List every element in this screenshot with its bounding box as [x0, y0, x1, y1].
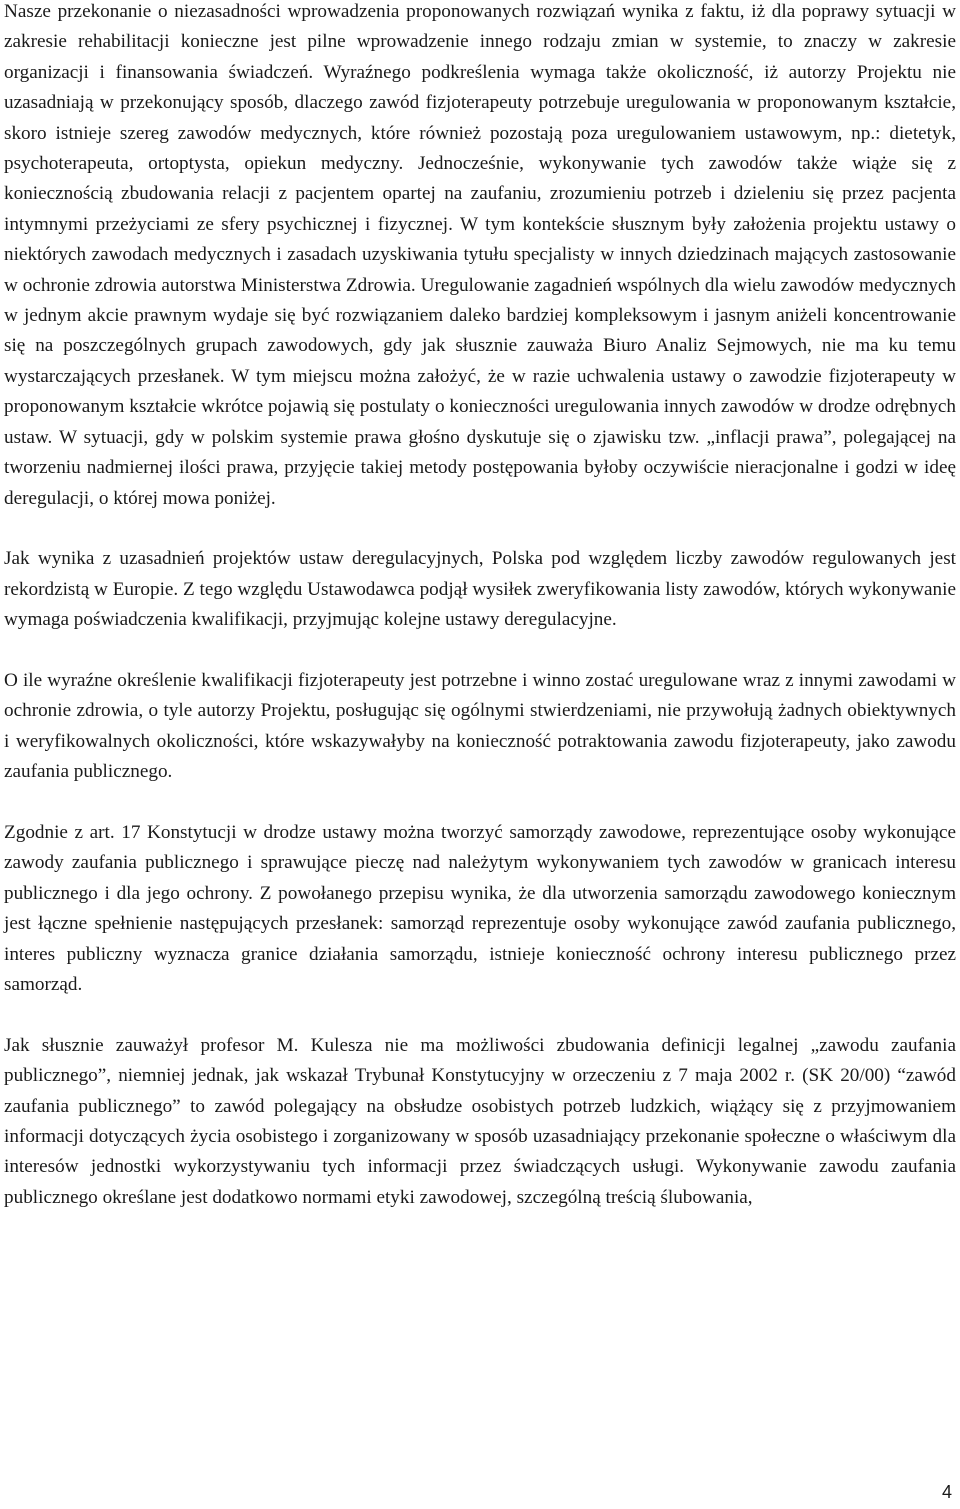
page-number: 4 [941, 1482, 952, 1502]
paragraph-regulated-professions: Jak wynika z uzasadnień projektów ustaw deregulacyjnych, Polska pod względem liczby zawodów regulowanych jest rekordzistą w Europie. Z tego względu Ustawodawca podjął wysiłek zweryfikowania listy zawodów, których wykonywanie wymaga poświadczenia kwalifikacji, przyjmując kolejne ustawy deregulacyjne. [4, 548, 956, 631]
paragraph-public-trust-profession: Jak słusznie zauważył profesor M. Kulesza nie ma możliwości zbudowania definicji legalnej „zawodu zaufania publicznego”, niemniej jednak, jak wskazał Trybunał Konstytucyjny w orzeczeniu z 7 maja 2002 r. (SK 20/00) “zawód zaufania publicznego” to zawód polegający na obsłudze osobistych potrzeb ludzkich, wiążący się z przyjmowaniem informacji dotyczących życia osobistego i zorganizowany w sposób uzasadniający przekonanie społeczne o właściwym dla interesów jednostki wykorzystywaniu tych informacji przez świadczących usługi. Wykonywanie zawodu zaufania publicznego określane jest dodatkowo normami etyki zawodowej, szczególną treścią ślubowania, [4, 1034, 956, 1208]
document-page [4, 0, 956, 1213]
paragraph-deregulation-rationale: Nasze przekonanie o niezasadności wprowadzenia proponowanych rozwiązań wynika z faktu, iż dla poprawy sytuacji w zakresie rehabilitacji konieczne jest pilne wprowadzenie innego rodzaju zmian w systemie, to znaczy w zakresie organizacji i finansowania świadczeń. Wyraźnego podkreślenia wymaga także okoliczność, iż autorzy Projektu nie uzasadniają w przekonujący sposób, dlaczego zawód fizjoterapeuty potrzebuje uregulowania w proponowanym kształcie, skoro istnieje szereg zawodów medycznych, które również pozostają poza uregulowaniem ustawowym, np.: dietetyk, psychoterapeuta, ortoptysta, opiekun medyczny. Jednocześnie, wykonywanie tych zawodów także wiąże się z koniecznością zbudowania relacji z pacjentem opartej na zaufaniu, zrozumieniu potrzeb i dzieleniu się przez pacjenta intymnymi przeżyciami ze sfery psychicznej i fizycznej. W tym kontekście słusznym były założenia projektu ustawy o niektórych zawodach medycznych i zasadach uzyskiwania tytułu specjalisty w innych dziedzinach mających zastosowanie w ochronie zdrowia autorstwa Ministerstwa Zdrowia. Uregulowanie zagadnień wspólnych dla wielu zawodów medycznych w jednym akcie prawnym wydaje się być rozwiązaniem daleko bardziej kompleksowym i jasnym aniżeli koncentrowanie się na poszczególnych grupach zawodowych, gdy jak słusznie zauważa Biuro Analiz Sejmowych, nie ma ku temu wystarczających przesłanek. W tym miejscu można założyć, że w razie uchwalenia ustawy o zawodzie fizjoterapeuty w proponowanym kształcie wkrótce pojawią się postulaty o konieczności uregulowania innych zawodów w drodze odrębnych ustaw. W sytuacji, gdy w polskim systemie prawa głośno dyskutuje się o zjawisku tzw. „inflacji prawa”, polegającej na tworzeniu nadmiernej ilości prawa, przyjęcie takiej metody postępowania byłoby oczywiście nieracjonalne i godzi w ideę deregulacji, o której mowa poniżej. [4, 1, 956, 509]
paragraph-constitution-art-17: Zgodnie z art. 17 Konstytucji w drodze ustawy można tworzyć samorządy zawodowe, reprezentujące osoby wykonujące zawody zaufania publicznego i sprawujące pieczę nad należytym wykonywaniem tych zawodów w granicach interesu publicznego i dla jego ochrony. Z powołanego przepisu wynika, że dla utworzenia samorządu zawodowego koniecznym jest łączne spełnienie następujących przesłanek: samorząd reprezentuje osoby wykonujące zawód zaufania publicznego, interes publiczny wyznacza granice działania samorządu, istnieje konieczność ochrony interesu publicznego przez samorząd. [4, 821, 956, 995]
paragraph-physiotherapist-qualifications: O ile wyraźne określenie kwalifikacji fizjoterapeuty jest potrzebne i winno zostać uregulowane wraz z innymi zawodami w ochronie zdrowia, o tyle autorzy Projektu, posługując się ogólnymi stwierdzeniami, nie przywołują żadnych obiektywnych i weryfikowalnych okoliczności, które wskazywałyby na konieczność potraktowania zawodu fizjoterapeuty, jako zawodu zaufania publicznego. [4, 669, 956, 783]
